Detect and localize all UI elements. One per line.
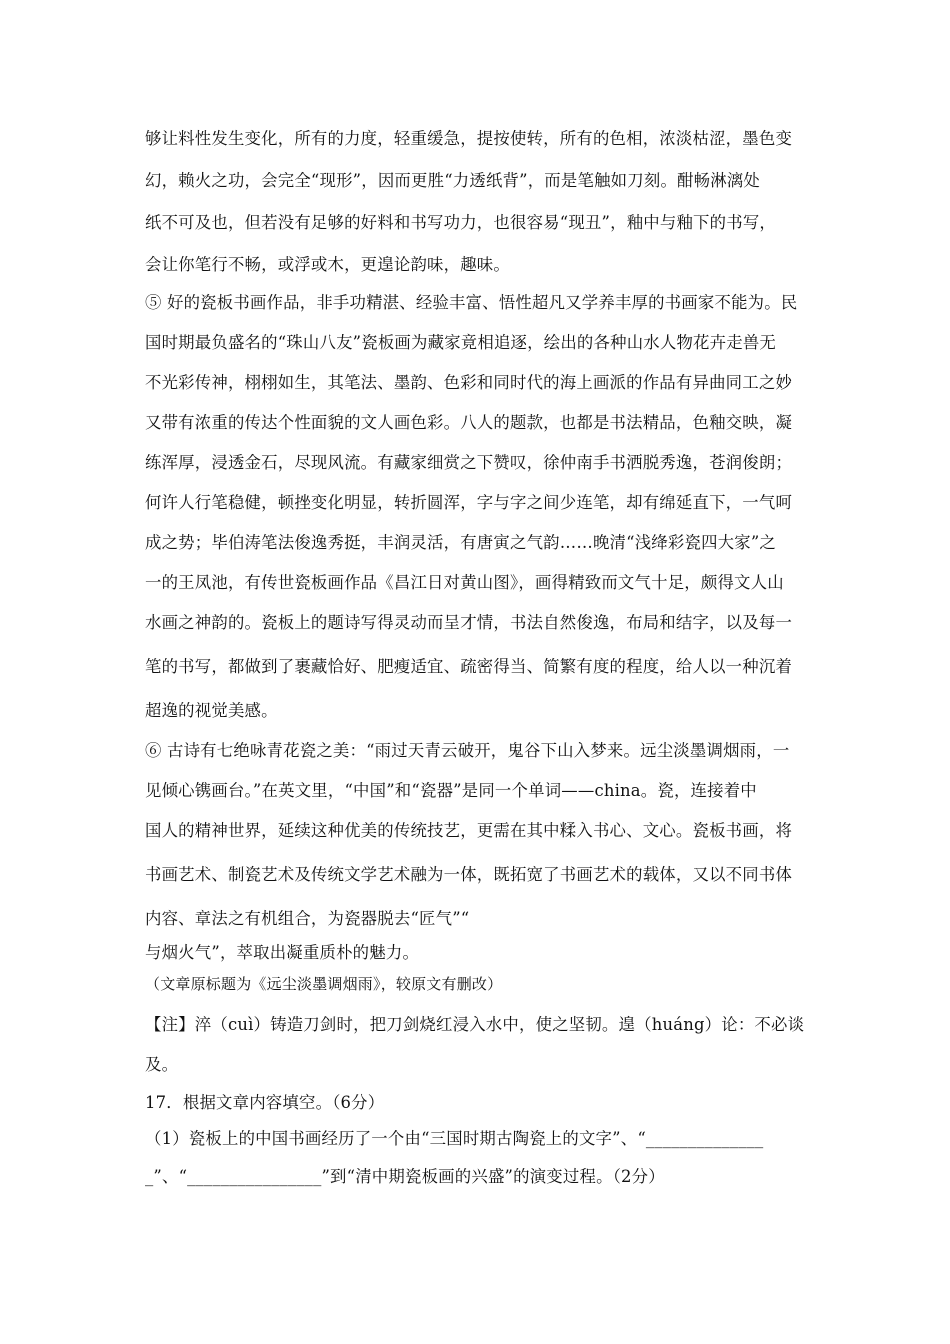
paragraph-line: 一的王凤池，有传世瓷板画作品《昌江日对黄山图》，画得精致而文气十足，颇得文人山 — [145, 573, 784, 592]
paragraph-line: 内容、章法之有机组合，为瓷器脱去“匠气”“ — [145, 909, 470, 928]
paragraph-line: 国人的精神世界，延续这种优美的传统技艺，更需在其中糅入书心、文心。瓷板书画，将 — [145, 821, 793, 840]
paragraph-line: 会让你笔行不畅，或浮或木，更遑论韵味，趣味。 — [145, 255, 510, 274]
paragraph-line: 成之势；毕伯涛笔法俊逸秀挺，丰润灵活，有唐寅之气韵……晚清“浅绛彩瓷四大家”之 — [145, 533, 777, 552]
paragraph-line: 纸不可及也，但若没有足够的好料和书写功力，也很容易“现丑”，釉中与釉下的书写， — [145, 213, 777, 232]
paragraph-line: 超逸的视觉美感。 — [145, 701, 278, 720]
paragraph-line: ⑥ 古诗有七绝咏青花瓷之美：“雨过天青云破开，鬼谷下山入梦来。远尘淡墨调烟雨，一 — [145, 741, 790, 760]
paragraph-line: 幻，赖火之功，会完全“现形”，因而更胜“力透纸背”，而是笔触如刀刻。酣畅淋漓处 — [145, 171, 760, 190]
annotation-line: 【注】淬（cuì）铸造刀剑时，把刀剑烧红浸入水中，使之坚韧。遑（huáng）论：不必谈 — [145, 1015, 805, 1034]
source-note: （文章原标题为《远尘淡墨调烟雨》，较原文有删改） — [145, 975, 503, 993]
paragraph-line: 又带有浓重的传达个性面貌的文人画色彩。八人的题款，也都是书法精品，色釉交映，凝 — [145, 413, 793, 432]
question-title: 17．根据文章内容填空。（6分） — [145, 1093, 385, 1112]
paragraph-line: 够让料性发生变化，所有的力度，轻重缓急，提按使转，所有的色相，浓淡枯涩，墨色变 — [145, 129, 793, 148]
question-item-line: _”、“________________”到“清中期瓷板画的兴盛”的演变过程。（2分） — [145, 1167, 665, 1186]
paragraph-line: 见倾心镌画台。”在英文里，“中国”和“瓷器”是同一个单词——china。瓷，连接着中 — [145, 781, 757, 800]
paragraph-line: 书画艺术、制瓷艺术及传统文学艺术融为一体，既拓宽了书画艺术的载体，又以不同书体 — [145, 865, 793, 884]
paragraph-line: 何许人行笔稳健，顿挫变化明显，转折圆浑，字与字之间少连笔，却有绵延直下，一气呵 — [145, 493, 793, 512]
paragraph-line: 不光彩传神，栩栩如生，其笔法、墨韵、色彩和同时代的海上画派的作品有异曲同工之妙 — [145, 373, 793, 392]
paragraph-line: 练浑厚，浸透金石，尽现风流。有藏家细赏之下赞叹，徐仲南手书洒脱秀逸，苍润俊朗； — [145, 453, 793, 472]
paragraph-line: 笔的书写，都做到了裹藏恰好、肥瘦适宜、疏密得当、简繁有度的程度，给人以一种沉着 — [145, 657, 793, 676]
annotation-line: 及。 — [145, 1055, 179, 1074]
paragraph-line: 水画之神韵的。瓷板上的题诗写得灵动而呈才情，书法自然俊逸，布局和结字，以及每一 — [145, 613, 793, 632]
paragraph-line: 与烟火气”，萃取出凝重质朴的魅力。 — [145, 943, 420, 962]
paragraph-line: ⑤ 好的瓷板书画作品，非手功精湛、经验丰富、悟性超凡又学养丰厚的书画家不能为。民 — [145, 293, 798, 312]
paragraph-line: 国时期最负盛名的“珠山八友”瓷板画为藏家竟相追逐，绘出的各种山水人物花卉走兽无 — [145, 333, 777, 352]
question-item-line: （1）瓷板上的中国书画经历了一个由“三国时期古陶瓷上的文字”、“______________ — [145, 1129, 764, 1148]
